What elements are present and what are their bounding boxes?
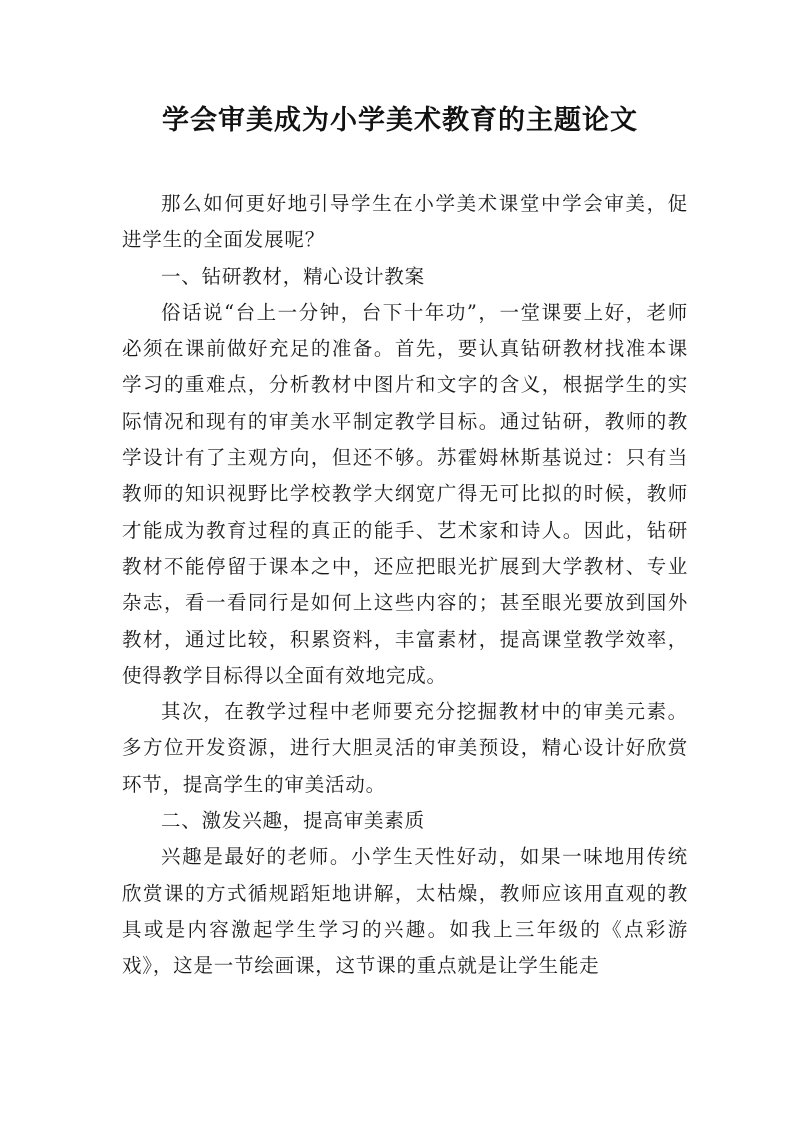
document-body [122,186,688,985]
paragraph-textbook-study: 俗话说“台上一分钟，台下十年功”，一堂课要上好，老师必须在课前做好充足的准备。首先，要认真钻研教材找准本课学习的重难点，分析教材中图片和文字的含义，根据学生的实际情况和现有的审美水平制定教学目标。通过钻研，教师的教学设计有了主观方向，但还不够。苏霍姆林斯基说过：只有当教师的知识视野比学校教学大纲宽广得无可比拟的时候，教师才能成为教育过程的真正的能手、艺术家和诗人。因此，钻研教材不能停留于课本之中，还应把眼光扩展到大学教材、专业杂志，看一看同行是如何上这些内容的；甚至眼光要放到国外教材，通过比较，积累资料，丰富素材，提高课堂教学效率，使得教学目标得以全面有效地完成。 [122,300,688,687]
paragraph-intro: 那么如何更好地引导学生在小学美术课堂中学会审美，促进学生的全面发展呢？ [122,192,688,252]
paragraph-interest: 兴趣是最好的老师。小学生天性好动，如果一味地用传统欣赏课的方式循规蹈矩地讲解，太枯燥，教师应该用直观的教具或是内容激起学生学习的兴趣。如我上三年级的《点彩游戏》，这是一节绘画课，这节课的重点就是让学生能走 [122,845,688,978]
document-title: 学会审美成为小学美术教育的主题论文 [162,105,638,136]
section-heading-1: 一、钻研教材，精心设计教案 [161,264,425,288]
section-heading-2: 二、激发兴趣，提高审美素质 [161,809,425,833]
paragraph-aesthetic-elements: 其次，在教学过程中老师要充分挖掘教材中的审美元素。多方位开发资源，进行大胆灵活的审美预设，精心设计好欣赏环节，提高学生的审美活动。 [122,700,688,796]
